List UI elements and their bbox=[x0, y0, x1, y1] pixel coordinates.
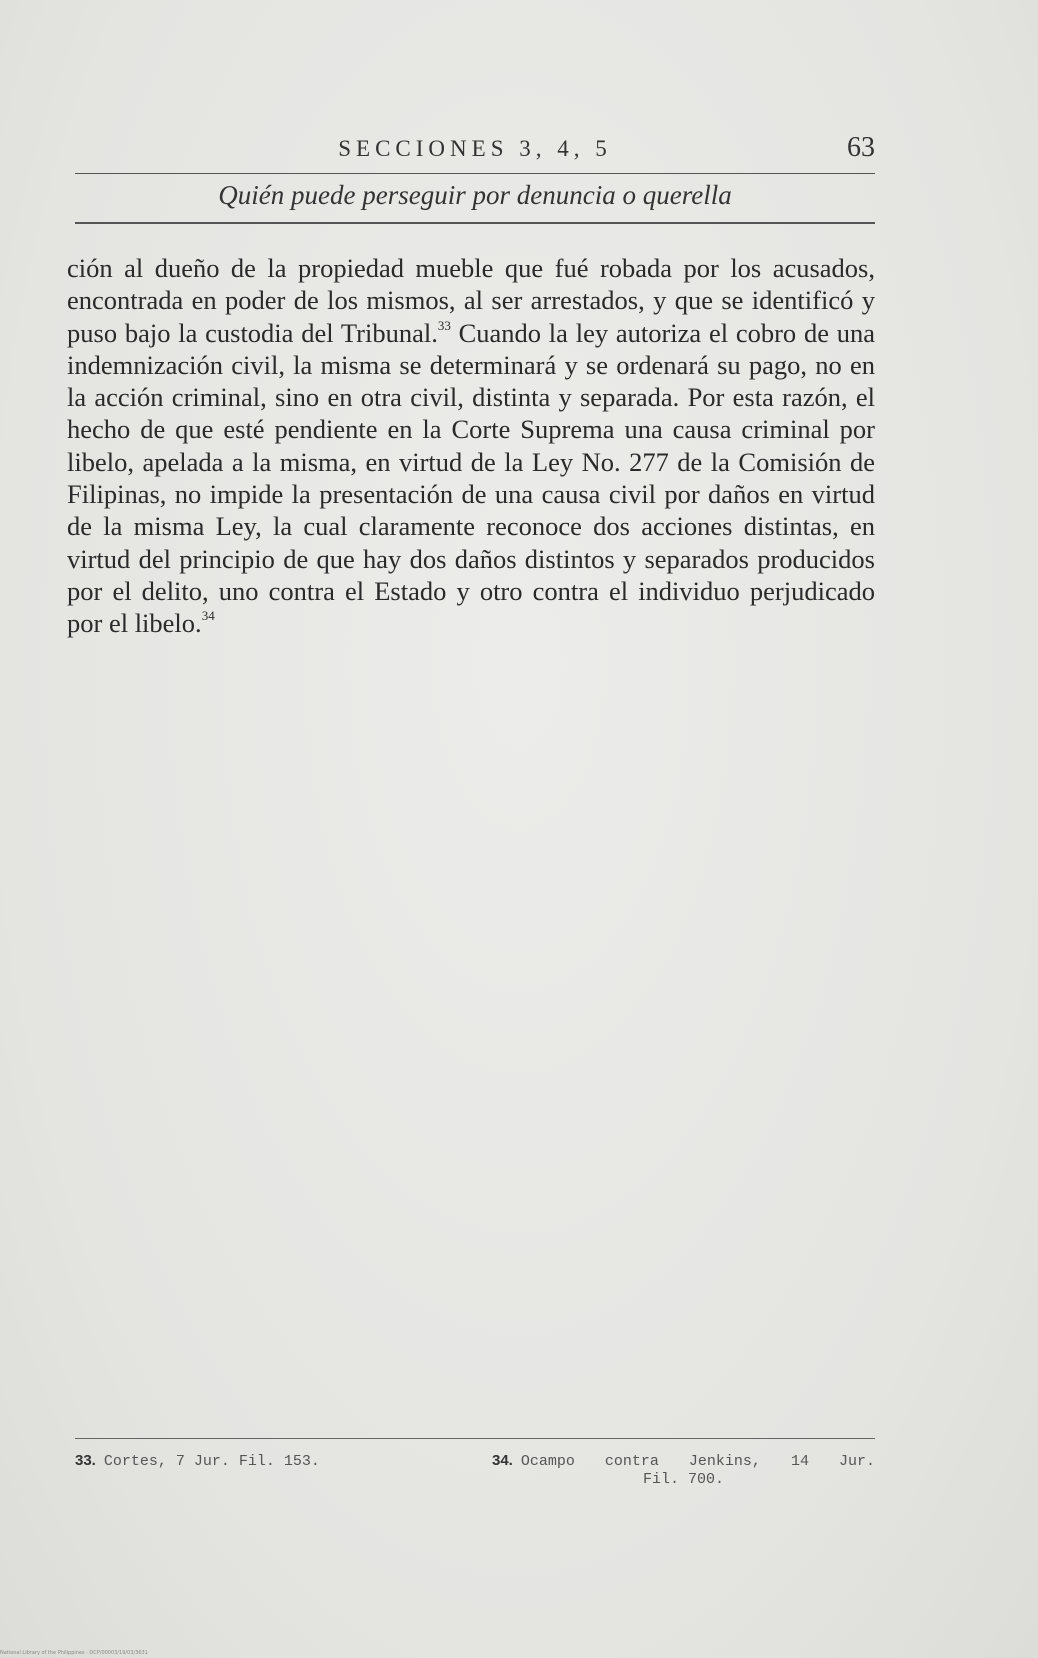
footnote-34-text-1: Ocampo contra Jenkins, 14 Jur. bbox=[520, 1453, 875, 1470]
running-head bbox=[75, 132, 875, 172]
footnote-33 bbox=[75, 1452, 415, 1471]
running-title: SECCIONES 3, 4, 5 bbox=[338, 136, 612, 161]
header-rule-top bbox=[75, 173, 875, 174]
footnote-33-text: Cortes, 7 Jur. Fil. 153. bbox=[103, 1453, 320, 1470]
header-rule-bottom bbox=[75, 222, 875, 224]
body-text-segment-1: ción al dueño de la propiedad mueble que fué robada por los acusados, encontrada en poder de los mismos, al ser arrestados, y que se identificó y puso bajo la custodia del Tribunal. bbox=[67, 253, 875, 348]
footnote-34-text-2: Fil. 700. bbox=[642, 1471, 724, 1488]
footnote-34 bbox=[492, 1452, 875, 1489]
footnote-33-number: 33. bbox=[75, 1452, 96, 1469]
section-subtitle: Quién puede perseguir por denuncia o querella bbox=[218, 180, 732, 210]
page-number: 63 bbox=[847, 132, 875, 163]
footnote-34-number: 34. bbox=[492, 1452, 513, 1469]
footnote-rule bbox=[75, 1438, 875, 1439]
body-text-segment-2: Cuando la ley autoriza el cobro de una indemnización civil, la misma se determinará y se ordenará su pago, no en la acción criminal, sino en otra civil, distinta y separada. Por esta razón, el hecho de que esté pendiente en la Corte Suprema una causa criminal por libelo, apelada a la misma, en virtud de la Ley No. 277 de la Comisión de Filipinas, no impide la presentación de una causa civil por daños en virtud de la misma Ley, la cual claramente reconoce dos acciones distintas, en virtud del principio de que hay dos daños distintos y separados producidos por el delito, uno contra el Estado y otro contra el individuo perjudicado por el libelo. bbox=[67, 317, 875, 639]
footnote-34-line-1 bbox=[492, 1452, 875, 1471]
archive-strip: National Library of the Philippines · DCP/00003/19/03/3631 bbox=[0, 1650, 148, 1656]
body-paragraph bbox=[67, 252, 875, 640]
footnote-ref-34: 34 bbox=[201, 608, 215, 624]
footnote-ref-33: 33 bbox=[437, 317, 451, 333]
